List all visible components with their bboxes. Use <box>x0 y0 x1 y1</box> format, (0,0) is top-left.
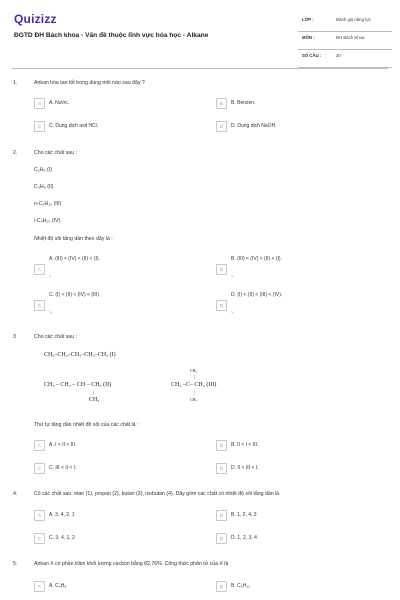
question-number: 3 <box>13 334 16 340</box>
option-box: B <box>216 581 227 592</box>
option-text: D. II < III < I. <box>231 465 259 471</box>
option-text: D. Dung dịch NaOH. <box>231 123 277 129</box>
option-text: C. Dung dịch axit HCl. <box>49 123 99 129</box>
meta-row-class <box>298 14 392 32</box>
meta-value: ĐH Bách Khoa <box>336 35 365 40</box>
option-text: C. 3, 4, 1, 2 <box>49 535 75 541</box>
compound-line: i-C₄H₁₀ (IV) <box>34 218 61 224</box>
question-text: Cho các chất sau : <box>34 334 77 340</box>
bond-line: | <box>194 390 195 395</box>
meta-label: SỐ CÂU : <box>302 53 322 58</box>
worksheet-title: ĐGTD ĐH Bách khoa - Vấn đề thuộc lĩnh vực hóa học - Alkane <box>14 32 209 39</box>
meta-label: LỚP : <box>302 17 314 22</box>
compound-line: C₂H₆ (I) <box>34 167 52 173</box>
option-box: B <box>216 264 227 275</box>
question-prompt: Thứ tự tăng dần nhiệt độ sôi của các chất là : <box>34 422 139 428</box>
option-text: B. 1, 2, 4, 3 <box>231 512 257 518</box>
option-text: B. (III) < (IV) < (II) < (I). <box>231 256 282 262</box>
question-number: 5. <box>13 561 18 567</box>
option-text: B. Benzen. <box>231 100 256 106</box>
compound-line: n-C₄H₁₀ (III) <box>34 201 62 207</box>
question-text: Cho các chất sau : <box>34 150 77 156</box>
option-text: C. III < II < I. <box>49 465 77 471</box>
option-box: C <box>34 300 45 311</box>
formula-pentane: CH₃–CH₂–CH₂–CH₂–CH₃ (I) <box>44 352 116 358</box>
caret-icon: > <box>231 310 234 315</box>
option-box: A <box>34 440 45 451</box>
option-text: A. (III) < (IV) < (II) < (I). <box>49 256 100 262</box>
option-text: A. I < II < III. <box>49 442 77 448</box>
option-text: D. (I) < (II) < (III) < (IV). <box>231 292 283 298</box>
option-box: A <box>34 510 45 521</box>
formula-branch: CH₃ <box>190 397 197 402</box>
option-text: B. C₅H₁₂ <box>231 583 250 589</box>
compound-line: C₃H₈ (II) <box>34 184 54 190</box>
meta-panel <box>298 14 392 68</box>
option-text: A. C₄H₈ <box>49 583 67 589</box>
option-box: B <box>216 98 227 109</box>
option-box: A <box>34 581 45 592</box>
option-box: B <box>216 510 227 521</box>
option-text: A. 3, 4, 2, 1 <box>49 512 75 518</box>
option-box: A <box>34 98 45 109</box>
question-prompt: Nhiệt độ sôi tăng dần theo dãy là : <box>34 236 113 242</box>
option-text: D. 1, 2, 3, 4 <box>231 535 257 541</box>
question-number: 2. <box>13 150 18 156</box>
question-text: Ankan X có phần trăm khối lượng cacbon bằng 82,76%. Công thức phân tử của X là <box>34 561 229 567</box>
formula-isopentane: CH₃ – CH₂ – CH – CH₃ (II) <box>44 382 112 388</box>
question-text: Ankan hòa tan tốt trong dung môi nào sau đây ? <box>34 80 145 86</box>
option-text: A. Nước. <box>49 100 70 106</box>
caret-icon: > <box>231 274 234 279</box>
bond-line: | <box>93 390 94 395</box>
formula-neopentane: CH₃ –C– CH₃ (III) <box>171 382 217 388</box>
formula-branch: CH₃ <box>89 397 100 403</box>
question-number: 1. <box>13 80 18 86</box>
bond-line: | <box>194 374 195 379</box>
option-box: D <box>216 533 227 544</box>
option-box: B <box>216 440 227 451</box>
option-text: B. II < I < III. <box>231 442 259 448</box>
option-box: C <box>34 463 45 474</box>
meta-row-subject <box>298 32 392 50</box>
question-text: Có các chất sau: etan (1), propan (2), butan (3), isobutan (4). Dãy gồm các chất có nhiệt độ sôi tăng dần là <box>34 491 280 497</box>
option-box: A <box>34 264 45 275</box>
quizizz-logo: Quizizz <box>14 12 57 26</box>
option-text: C. (I) < (II) < (IV) < (III). <box>49 292 101 298</box>
meta-row-count <box>298 50 392 68</box>
formula-branch: CH₃ <box>190 368 197 373</box>
option-box: D <box>216 463 227 474</box>
caret-icon: > <box>49 274 52 279</box>
option-box: C <box>34 533 45 544</box>
question-number: 4. <box>13 491 18 497</box>
option-box: C <box>34 121 45 132</box>
meta-label: MÔN : <box>302 35 315 40</box>
option-box: D <box>216 300 227 311</box>
meta-value: Đánh giá năng lực <box>336 17 372 22</box>
meta-value: 30 <box>336 53 341 58</box>
option-box: D <box>216 121 227 132</box>
caret-icon: > <box>49 310 52 315</box>
header-divider <box>12 68 388 69</box>
